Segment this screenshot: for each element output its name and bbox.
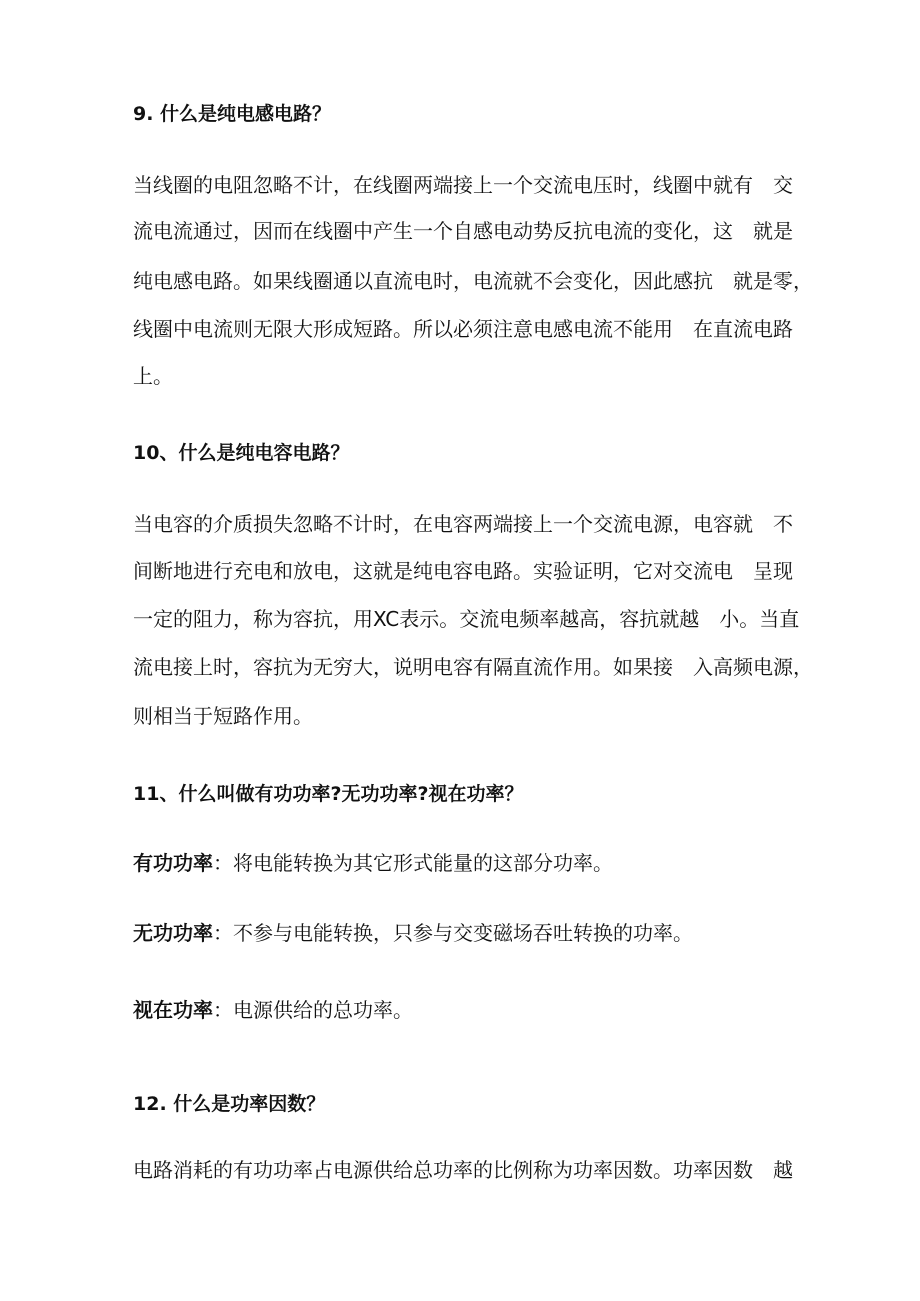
definition-active-power: [133, 849, 613, 877]
section-9-line-1: 当线圈的电阻忽略不计，在线圈两端接上一个交流电压时，线圈中就有 交: [133, 173, 793, 197]
definition-separator: ：: [213, 851, 233, 875]
section-10-line-1: 当电容的介质损失忽略不计时，在电容两端接上一个交流电源，电容就 不: [133, 512, 793, 536]
definition-apparent-power: [133, 996, 413, 1024]
section-9-line-2: 流电流通过，因而在线圈中产生一个自感电动势反抗电流的变化，这 就是: [133, 219, 793, 243]
definition-separator: ：: [213, 921, 233, 945]
section-10-line-2: 间断地进行充电和放电，这就是纯电容电路。实验证明，它对交流电 呈现: [133, 559, 793, 583]
section-9-line-4: 线圈中电流则无限大形成短路。所以必须注意电感电流不能用 在直流电路: [133, 317, 793, 341]
section-11-heading: 11、什么叫做有功功率?无功功率?视在功率？: [133, 783, 524, 805]
definition-term: 视在功率: [133, 998, 213, 1022]
section-10-line-5: 则相当于短路作用。: [133, 704, 313, 728]
definition-reactive-power: [133, 919, 693, 947]
section-10-line-4: 流电接上时，容抗为无穷大，说明电容有隔直流作用。如果接 入高频电源，: [133, 655, 813, 679]
definition-term: 有功功率: [133, 851, 213, 875]
section-9-line-5: 上。: [133, 364, 173, 388]
definition-text: 将电能转换为其它形式能量的这部分功率。: [233, 851, 613, 875]
definition-term: 无功功率: [133, 921, 213, 945]
section-10-line-3: 一定的阻力，称为容抗，用XC表示。交流电频率越高，容抗就越 小。当直: [133, 607, 800, 631]
section-9-line-3: 纯电感电路。如果线圈通以直流电时，电流就不会变化，因此感抗 就是零，: [133, 269, 813, 293]
definition-text: 电源供给的总功率。: [233, 998, 413, 1022]
definition-text: 不参与电能转换，只参与交变磁场吞吐转换的功率。: [233, 921, 693, 945]
section-10-heading: 10、什么是纯电容电路？: [133, 442, 350, 464]
section-12-line-1: 电路消耗的有功功率占电源供给总功率的比例称为功率因数。功率因数 越: [133, 1158, 793, 1182]
section-12-heading: 12. 什么是功率因数？: [133, 1093, 326, 1115]
section-9-heading: 9. 什么是纯电感电路？: [133, 103, 332, 125]
definition-separator: ：: [213, 998, 233, 1022]
